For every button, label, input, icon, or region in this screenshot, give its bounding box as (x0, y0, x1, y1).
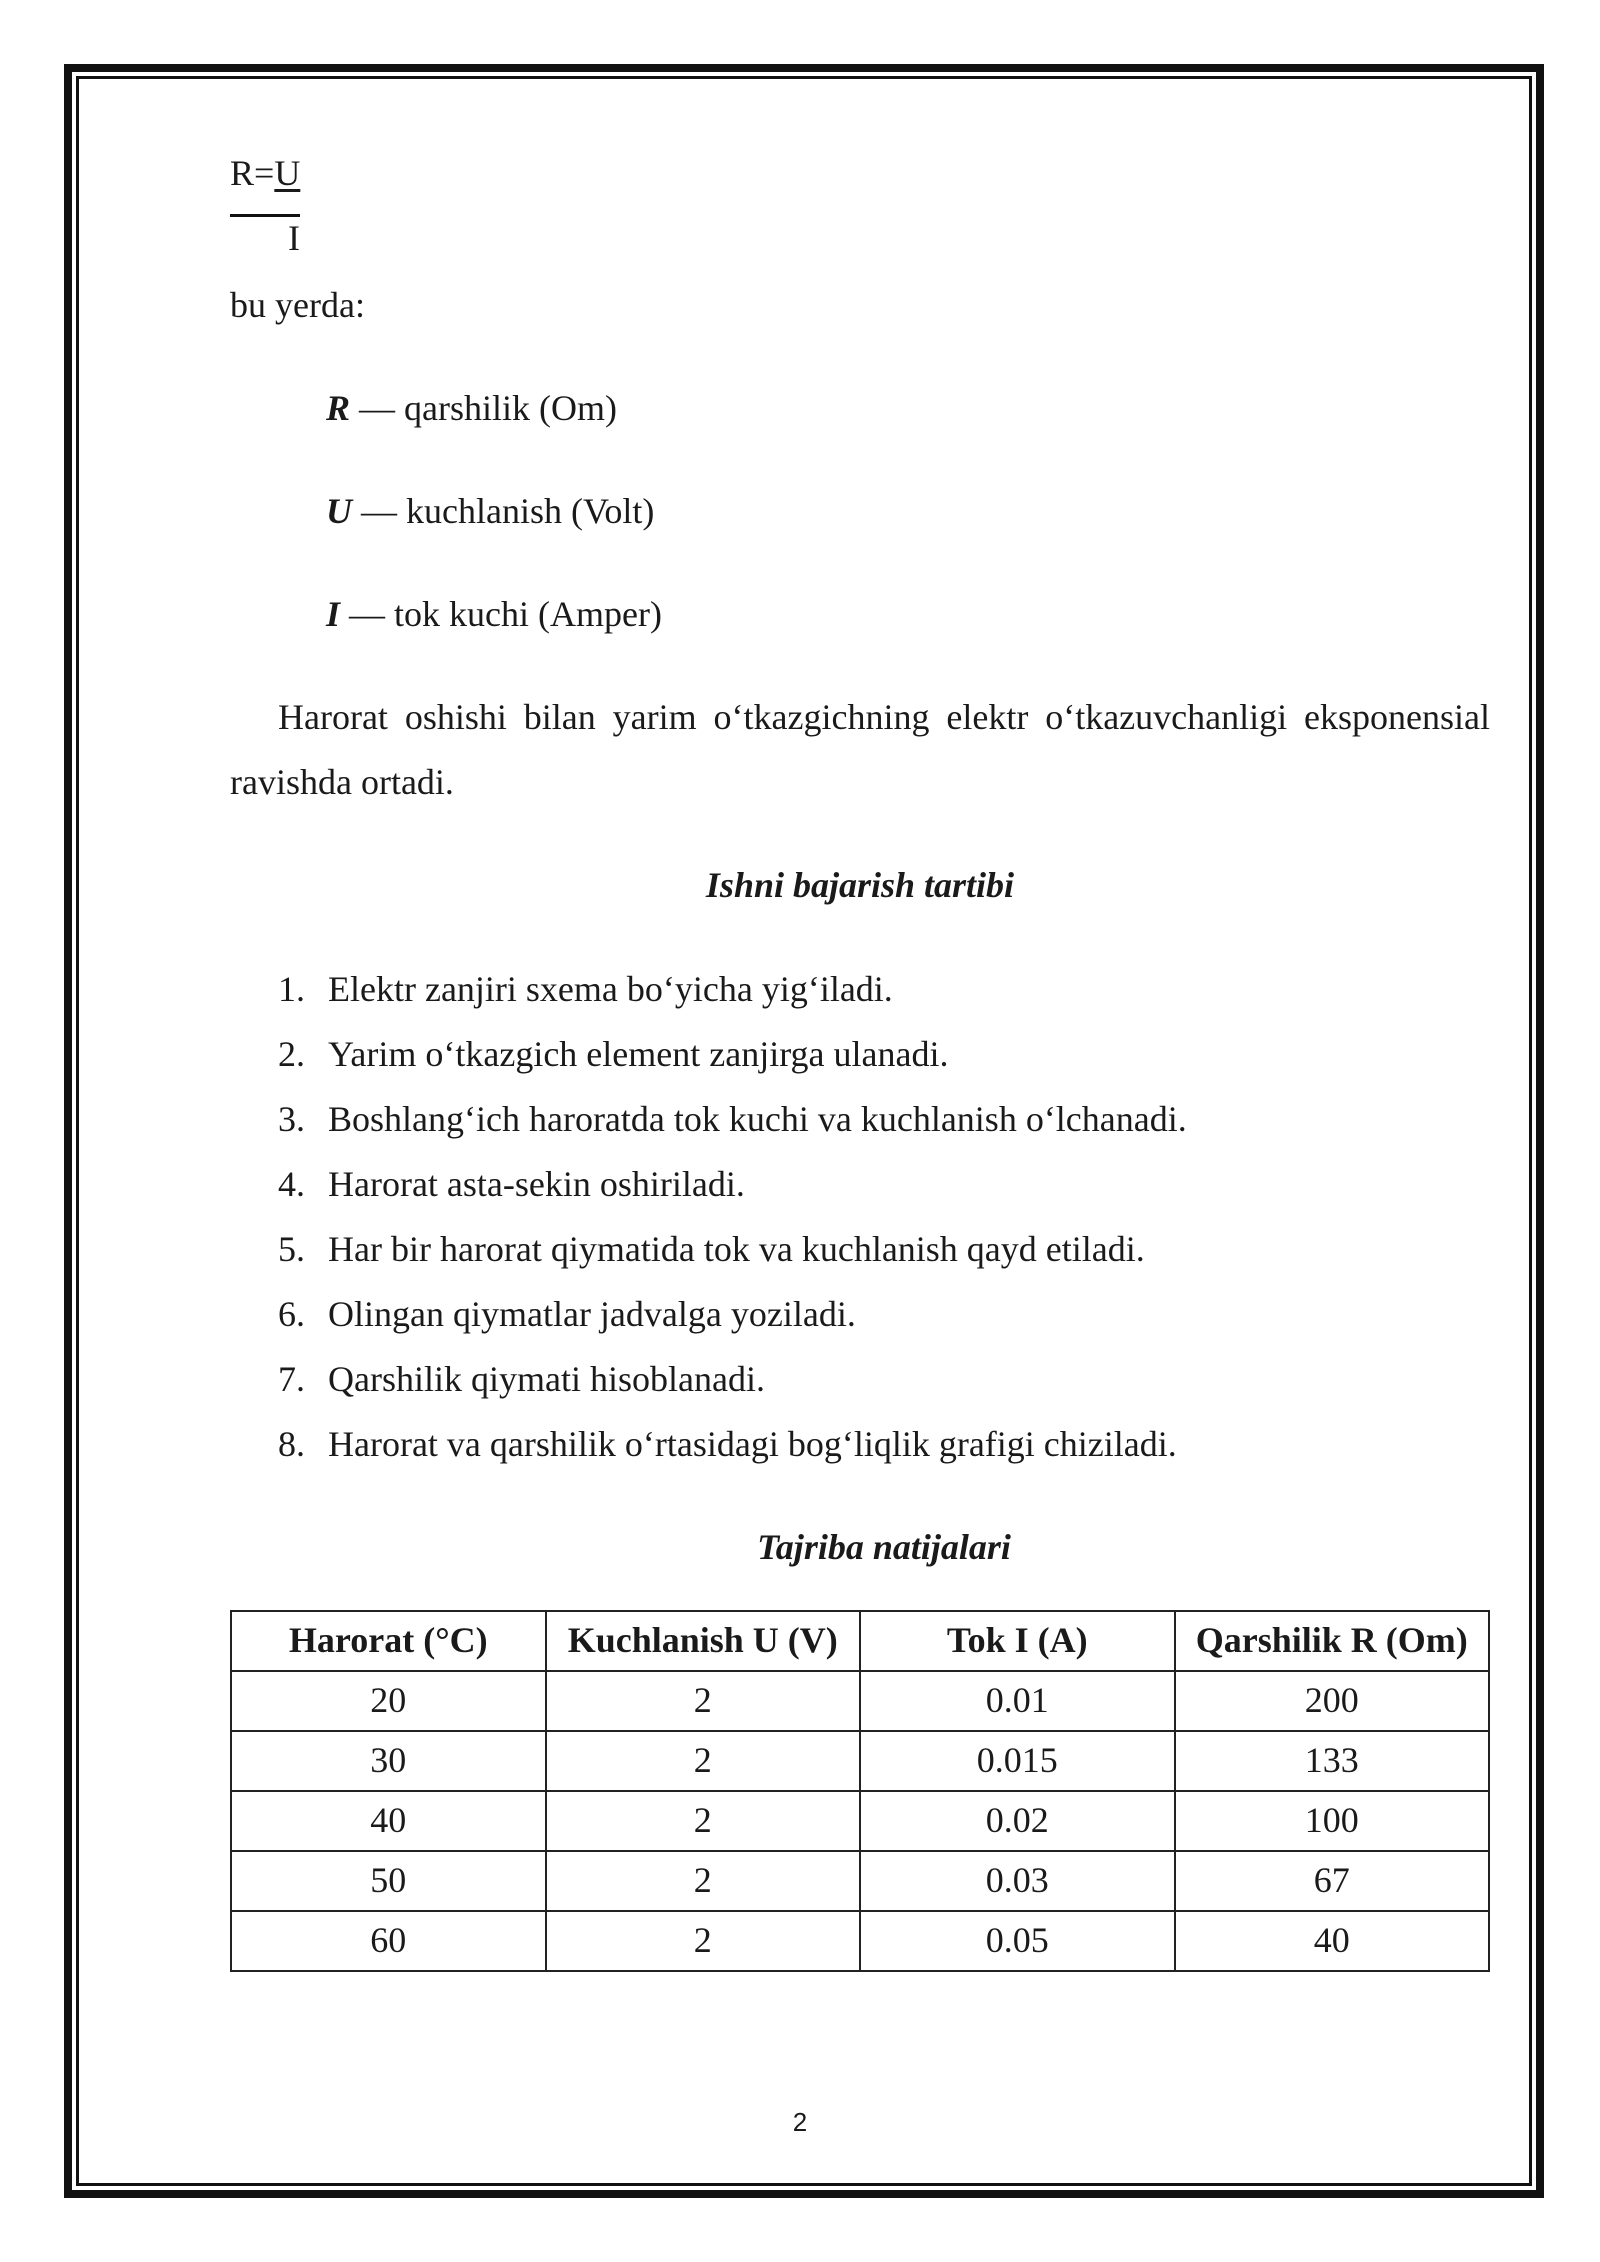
list-item-text: Olingan qiymatlar jadvalga yoziladi. (328, 1294, 856, 1334)
page-number: 2 (792, 2107, 808, 2137)
list-item-number: 3. (278, 1099, 305, 1139)
list-item-text: Harorat va qarshilik o‘rtasidagi bog‘liqlik grafigi chiziladi. (328, 1424, 1177, 1464)
formula-denominator: I (230, 214, 300, 260)
definition-text: — kuchlanish (Volt) (352, 491, 655, 531)
formula-numerator-line (230, 152, 300, 195)
intro-text: bu yerda: (230, 285, 365, 325)
list-item (278, 1163, 745, 1206)
definition-symbol: U (326, 491, 352, 531)
table-row (231, 1671, 1489, 1731)
table-cell: 0.015 (860, 1731, 1175, 1791)
table-cell: 0.01 (860, 1671, 1175, 1731)
list-item (278, 1358, 765, 1401)
list-item-text: Harorat asta-sekin oshiriladi. (328, 1164, 745, 1204)
definition-text: — tok kuchi (Amper) (340, 594, 662, 634)
list-item-text: Elektr zanjiri sxema bo‘yicha yig‘iladi. (328, 969, 893, 1009)
results-heading: Tajriba natijalari (757, 1527, 1011, 1567)
list-item-number: 4. (278, 1164, 305, 1204)
paragraph-line-1: Harorat oshishi bilan yarim o‘tkazgichning elektr o‘tkazuvchanligi eksponensial (278, 697, 1490, 737)
table-header-cell: Harorat (°C) (231, 1611, 546, 1671)
list-item-number: 5. (278, 1229, 305, 1269)
table-header-cell: Kuchlanish U (V) (546, 1611, 861, 1671)
definition-i (326, 593, 662, 636)
table-cell: 0.02 (860, 1791, 1175, 1851)
definition-u (326, 490, 654, 533)
list-item (278, 1423, 1177, 1466)
table-row (231, 1851, 1489, 1911)
table-cell: 2 (546, 1911, 861, 1971)
list-item (278, 1098, 1187, 1141)
table-cell: 40 (231, 1791, 546, 1851)
table-header-cell: Tok I (A) (860, 1611, 1175, 1671)
table-header-row (231, 1611, 1489, 1671)
table-cell: 40 (1175, 1911, 1490, 1971)
definition-symbol: R (326, 388, 351, 428)
list-item-number: 6. (278, 1294, 305, 1334)
table-cell: 30 (231, 1731, 546, 1791)
table-cell: 2 (546, 1731, 861, 1791)
table-header-cell: Qarshilik R (Om) (1175, 1611, 1490, 1671)
definition-symbol: I (326, 594, 341, 634)
table-cell: 60 (231, 1911, 546, 1971)
list-item (278, 1228, 1145, 1271)
table-cell: 20 (231, 1671, 546, 1731)
list-item (278, 1293, 856, 1336)
table-row (231, 1911, 1489, 1971)
table-cell: 0.05 (860, 1911, 1175, 1971)
list-item-number: 7. (278, 1359, 305, 1399)
definition-text: — qarshilik (Om) (350, 388, 617, 428)
table-row (231, 1731, 1489, 1791)
table-cell: 200 (1175, 1671, 1490, 1731)
list-item (278, 968, 893, 1011)
procedure-heading: Ishni bajarish tartibi (705, 865, 1015, 905)
paragraph-line-2: ravishda ortadi. (230, 762, 454, 802)
table-cell: 67 (1175, 1851, 1490, 1911)
definition-r (326, 387, 617, 430)
formula-lhs: R= (230, 153, 275, 193)
list-item-text: Boshlang‘ich haroratda tok kuchi va kuchlanish o‘lchanadi. (328, 1099, 1187, 1139)
list-item-number: 1. (278, 969, 305, 1009)
list-item-number: 8. (278, 1424, 305, 1464)
table-cell: 50 (231, 1851, 546, 1911)
formula-denominator-line (230, 214, 300, 260)
list-item-text: Har bir harorat qiymatida tok va kuchlanish qayd etiladi. (328, 1229, 1145, 1269)
table-cell: 100 (1175, 1791, 1490, 1851)
table-cell: 2 (546, 1791, 861, 1851)
list-item-number: 2. (278, 1034, 305, 1074)
list-item (278, 1033, 948, 1076)
list-item-text: Yarim o‘tkazgich element zanjirga ulanadi. (328, 1034, 949, 1074)
list-item-text: Qarshilik qiymati hisoblanadi. (328, 1359, 765, 1399)
table-row (231, 1791, 1489, 1851)
formula-numerator: U (274, 153, 301, 193)
table-cell: 2 (546, 1851, 861, 1911)
table-cell: 2 (546, 1671, 861, 1731)
table-cell: 133 (1175, 1731, 1490, 1791)
table-cell: 0.03 (860, 1851, 1175, 1911)
results-table (230, 1610, 1490, 1972)
